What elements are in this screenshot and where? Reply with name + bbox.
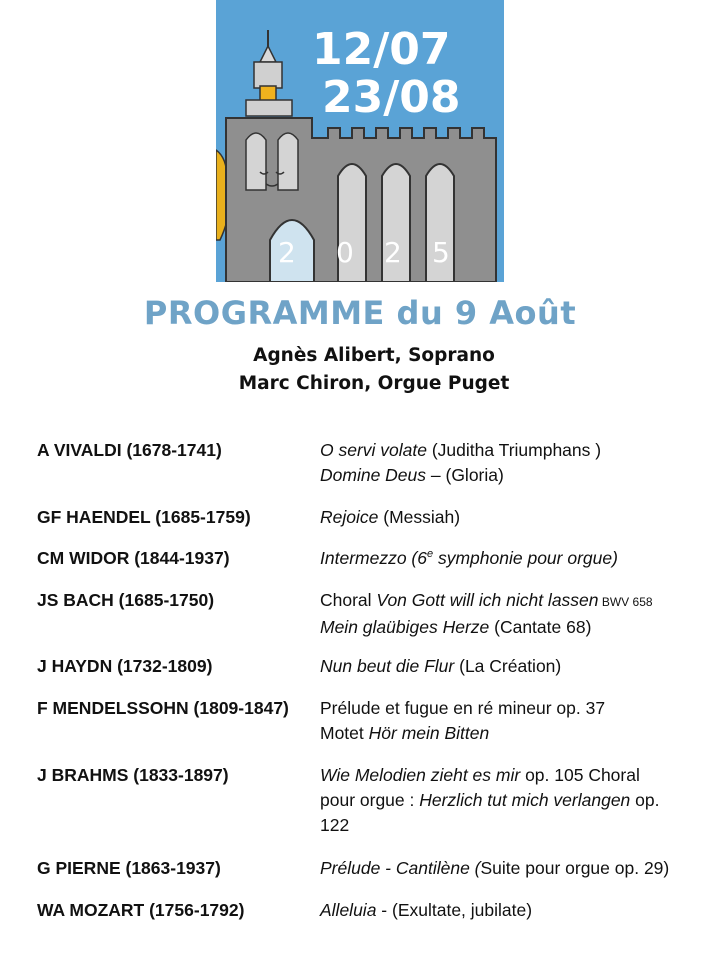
program-works xyxy=(320,505,712,530)
work-detail: op. xyxy=(630,790,660,810)
program-works xyxy=(320,438,712,488)
poster-dates-line2: 23/08 xyxy=(322,72,461,123)
work-detail: Prélude et fugue en ré mineur op. 37 xyxy=(320,698,606,718)
work-detail: – (Gloria) xyxy=(426,465,504,485)
composer-name: J BRAHMS (1833-1897) xyxy=(37,765,229,785)
composer-name: JS BACH (1685-1750) xyxy=(37,590,215,610)
work-title: Hör mein Bitten xyxy=(368,723,490,743)
program-works xyxy=(320,588,712,640)
work-title: Intermezzo (6 xyxy=(320,548,427,568)
poster-year-digit: 5 xyxy=(432,236,450,269)
poster-year-digit: 2 xyxy=(278,236,296,269)
composer-name: J HAYDN (1732-1809) xyxy=(37,656,213,676)
work-prefix: Choral xyxy=(320,590,377,610)
work-detail: op. 105 Choral xyxy=(520,765,640,785)
program-works xyxy=(320,856,712,881)
work-title: Domine Deus xyxy=(320,465,427,485)
composer-name: F MENDELSSOHN (1809-1847) xyxy=(37,698,289,718)
work-detail: (Cantate 68) xyxy=(489,617,592,637)
program-works xyxy=(320,696,712,746)
poster-year-digit: 0 xyxy=(336,236,354,269)
composer-name: CM WIDOR (1844-1937) xyxy=(37,548,230,568)
program-works xyxy=(320,898,712,923)
work-title: Nun beut die Flur xyxy=(320,656,455,676)
performer-organ: Marc Chiron, Orgue Puget xyxy=(238,373,510,394)
work-detail: (Juditha Triumphans ) xyxy=(426,440,602,460)
composer-name: G PIERNE (1863-1937) xyxy=(37,858,221,878)
performer-soprano: Agnès Alibert, Soprano xyxy=(253,345,495,366)
work-title: Von Gott will ich nicht lassen xyxy=(376,590,599,610)
program-works xyxy=(320,763,712,838)
work-prefix: pour orgue : xyxy=(320,790,420,810)
program-works xyxy=(320,654,712,679)
work-detail: 122 xyxy=(320,815,350,835)
work-title: Wie Melodien zieht es mir xyxy=(320,765,521,785)
work-title: Prélude - Cantilène ( xyxy=(320,858,481,878)
work-detail: - (Exultate, jubilate) xyxy=(376,900,533,920)
work-detail: (La Création) xyxy=(454,656,562,676)
work-detail: symphonie pour orgue) xyxy=(433,548,618,568)
page-title: PROGRAMME du 9 Août xyxy=(143,294,577,332)
composer-name: GF HAENDEL (1685-1759) xyxy=(37,507,251,527)
work-detail: (Messiah) xyxy=(378,507,461,527)
work-title: Mein glaübiges Herze xyxy=(320,617,490,637)
work-title: Rejoice xyxy=(320,507,379,527)
poster-year-digit: 2 xyxy=(384,236,402,269)
work-detail: Suite pour orgue op. 29) xyxy=(480,858,670,878)
poster-illustration xyxy=(216,0,504,282)
spire-icon xyxy=(260,46,276,62)
catalog-number: BWV 658 xyxy=(598,595,653,609)
work-title: Herzlich tut mich verlangen xyxy=(419,790,631,810)
poster-dates-line1: 12/07 xyxy=(312,24,451,75)
work-title: Alleluia xyxy=(320,900,377,920)
superscript: e xyxy=(426,548,434,561)
composer-name: WA MOZART (1756-1792) xyxy=(37,900,245,920)
festival-poster xyxy=(216,0,504,282)
work-title: O servi volate xyxy=(320,440,427,460)
composer-name: A VIVALDI (1678-1741) xyxy=(37,440,222,460)
work-prefix: Motet xyxy=(320,723,369,743)
program-works xyxy=(320,546,712,571)
